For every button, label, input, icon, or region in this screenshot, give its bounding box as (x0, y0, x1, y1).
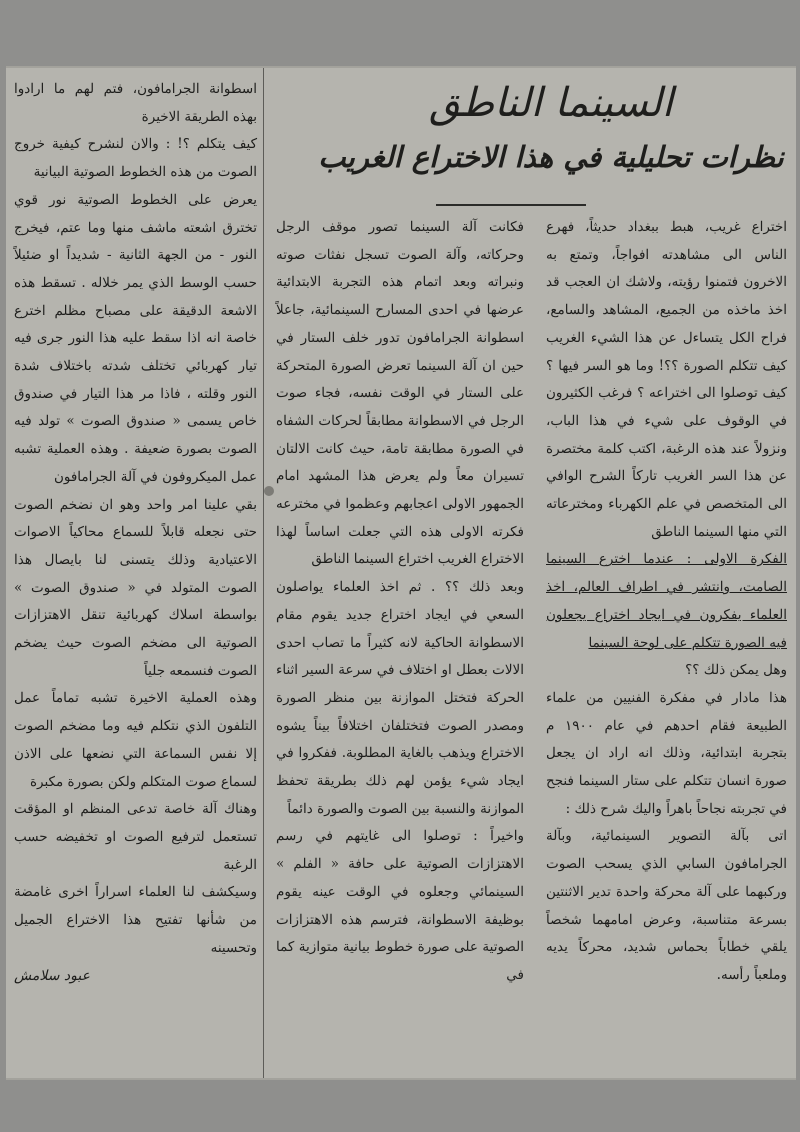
paragraph: بقي علينا امر واحد وهو ان نضخم الصوت حتى نجعله قابلاً للسماع محاكياً الاصوات الاعتيادية وذلك يتسنى لنا بايصال هذا الصوت المتولد في « صندوق الصوت » بواسطة اسلاك كهربائية تنقل الاهتزازات الصوتية الى مضخم الصوت حيث يضخم الصوت فنسمعه جلياً (14, 496, 257, 679)
column-right (538, 68, 793, 1078)
paragraph: وسيكشف لنا العلماء اسراراً اخرى غامضة من شأنها تفتيح هذا الاختراع الجميل وتحسينه (14, 884, 257, 956)
author-signature: عبود سلامش (14, 967, 90, 984)
paragraph: اختراع غريب، هبط ببغداد حديثاً، فهرع الناس الى مشاهدته افواجاً، وتمتع به الاخرون فتمنوا رؤيته، ولاشك ان العجب قد اخذ ماخذه من الجميع، المشاهد والسامع، فراح الكل يتساءل عن هذا الشيء الغريب كيف تتكلم الصورة ؟؟! وما هو السر فيها ؟ كيف توصلوا الى اختراعه ؟ فرغب الكثيرون في الوقوف على شيء في هذا الباب، ونزولاً عند هذه الرغبة، اكتب كلمة مختصرة عن هذا السر الغريب تاركاً الشرح الوافي الى المتخصص في علم الكهرباء ومخترعاته التي منها السينما الناطق (546, 219, 787, 540)
article-title: السينما الناطق (429, 80, 673, 126)
paragraph: هذا مادار في مفكرة الفنيين من علماء الطبيعة فقام احدهم في عام ١٩٠٠ م بتجربة ابتدائية، وذلك انه اراد ان يجعل صورة انسان تتكلم على ستار السينما فنجح في تجربته نجاحاً باهراً واليك شرح ذلك : (546, 689, 787, 817)
column-left (6, 68, 264, 1078)
paragraph: فكانت آلة السينما تصور موقف الرجل وحركاته، وآلة الصوت تسجل نفثات صوته ونبراته وبعد اتمام هذه التجربة الابتدائية عرضها في احدى المسارح السينمائية، جاعلاً اسطوانة الجرامافون تدور خلف الستار في حين ان آلة السينما تعرض الصورة المتحركة على الستار في الوقت نفسه، فجاء صوت الرجل في الاسطوانة مطابقاً لحركات الشفاه في الصورة مطابقة تامة، حيث كانت الالتان تسيران معاً ولم يعرض هذا المشهد امام الجمهور الاولى اعجابهم وعظموا في مخترعه فكرته الاولى هذه التي جعلت اساساً لهذا الاختراع الغريب اختراع السينما الناطق (276, 219, 524, 568)
paragraph: وهناك آلة خاصة تدعى المنظم او المؤقت تستعمل لترفيع الصوت او تخفيضه حسب الرغبة (14, 801, 257, 873)
paragraph: وبعد ذلك ؟؟ . ثم اخذ العلماء يواصلون السعي في ايجاد اختراع جديد يقوم مقام الاسطوانة الحاكية لانه كثيراً ما تصاب احدى الالات بعطل او اختلاف في سرعة السير اثناء الحركة فتختل الموازنة بين منظر الصورة ومصدر الصوت فتختلفان اختلافاً بيناً يشوه الاختراع ويذهب بالغاية المطلوبة. ففكروا في ايجاد شيء يؤمن لهم ذلك بطريقة تحفظ الموازنة والنسبة بين الصوت والصورة دائماً (276, 579, 524, 817)
paragraph: اتى بآلة التصوير السينمائية، وبآلة الجرامافون السابي الذي يسحب الصوت وركبهما على آلة محركة واحدة تدير الاثنتين بسرعة متناسبة، وعرض امامهما شخصاً يلقي خطاباً بحماس شديد، محركاً يديه وملعباً رأسه. (546, 828, 787, 983)
paragraph-how-it-speaks: كيف يتكلم ؟! : والان لنشرح كيفية خروج الصوت من هذه الخطوط الصوتية البيانية (14, 136, 257, 181)
article-subtitle: نظرات تحليلية في هذا الاختراع الغريب (318, 140, 784, 174)
newspaper-page (6, 66, 796, 1080)
paragraph: وهذه العملية الاخيرة تشبه تماماً عمل التلفون الذي نتكلم فيه وما مضخم الصوت إلا نفس السماعة التي نضعها على الاذن لسماع صوت المتكلم ولكن بصورة مكبرة (14, 690, 257, 790)
paragraph: وهل يمكن ذلك ؟؟ (685, 662, 787, 679)
column-middle (268, 68, 532, 1078)
punch-hole-mark (264, 486, 274, 496)
paragraph-first-idea: الفكرة الاولى : عندما اخترع السينما الصامت، وانتشر في اطراف العالم، اخذ العلماء يفكرون في ايجاد اختراع يجعلون فيه الصورة تتكلم على لوحة السينما (546, 551, 787, 651)
paragraph: اسطوانة الجرامافون، فتم لهم ما ارادوا بهذه الطريقة الاخيرة (14, 81, 257, 125)
paragraph: واخيراً : توصلوا الى غايتهم في رسم الاهتزازات الصوتية على حافة « الفلم » السينمائي وجعلوه في الوقت عينه يقوم بوظيفة الاسطوانة، فترسم هذه الاهتزازات الصوتية على صورة خطوط بيانية متوازية كما في (276, 828, 524, 983)
paragraph: يعرض على الخطوط الصوتية نور قوي تخترق اشعته ماشف منها وما عتم، فيخرج النور - من الجهة الثانية - شديداً او ضئيلاً حسب الوسط الذي يمر خلاله . تسقط هذه الاشعة الدقيقة على مصباح مظلم اخترع خاصة انه اذا سقط عليه هذا النور جرى فيه تيار كهربائي تختلف شدته باختلاف شدة النور وقلته ، فاذا مر هذا التيار في صندوق خاص يسمى « صندوق الصوت » تولد فيه الصوت بصورة ضعيفة . وهذه العملية تشبه عمل الميكروفون في آلة الجرامافون (14, 191, 257, 485)
